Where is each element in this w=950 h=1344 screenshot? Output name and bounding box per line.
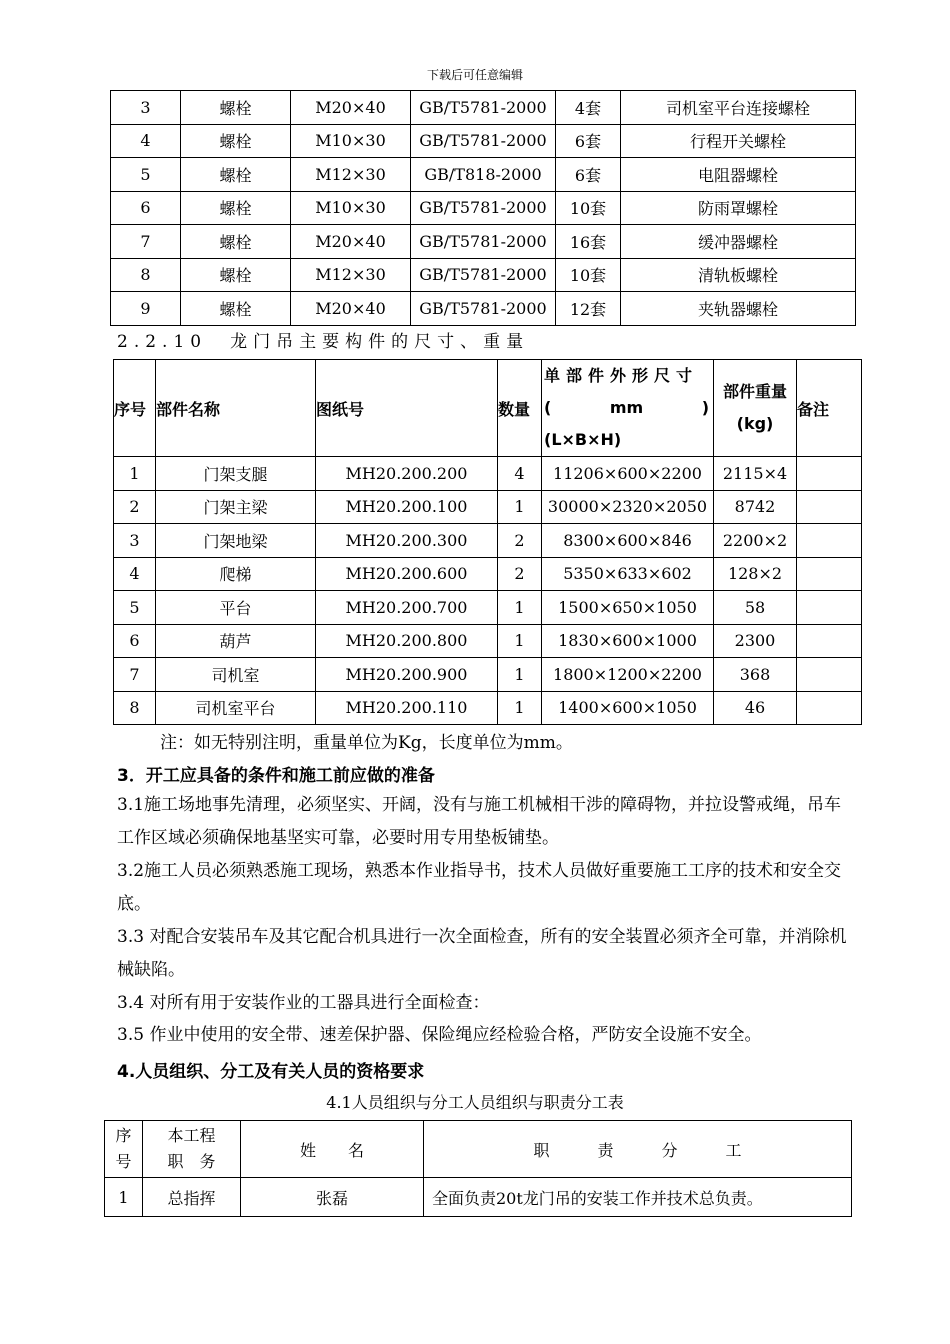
part-row [114, 658, 862, 692]
part-row-cell: 1 [498, 691, 542, 725]
staff-header-name: 姓 名 [241, 1121, 424, 1178]
weight-line2: (kg) [736, 414, 774, 433]
bolt-row-cell: 行程开关螺栓 [621, 124, 856, 158]
bolt-row-cell: GB/T5781-2000 [411, 225, 556, 259]
bolt-row [111, 292, 856, 326]
parts-table [113, 359, 862, 725]
part-row-cell: MH20.200.110 [316, 691, 498, 725]
bolt-row-cell: 8 [111, 258, 181, 292]
bolt-row-cell: 螺栓 [181, 225, 291, 259]
part-row [114, 691, 862, 725]
section-3-item-5: 3.5 作业中使用的安全带、速差保护器、保险绳应经检验合格，严防安全设施不安全。 [117, 1025, 762, 1045]
bolt-row-cell: GB/T5781-2000 [411, 91, 556, 125]
dim-paren-left: ( [544, 398, 552, 417]
staff-table [104, 1120, 852, 1217]
part-row-cell [797, 524, 862, 558]
part-row-cell: 2200×2 [714, 524, 797, 558]
part-row-cell: 4 [498, 457, 542, 491]
staff-row-cell: 张磊 [241, 1178, 424, 1217]
bolt-row-cell: 螺栓 [181, 124, 291, 158]
dim-line2 [544, 392, 713, 424]
part-row-cell: 4 [114, 557, 156, 591]
bolt-row-cell: M10×30 [291, 124, 411, 158]
part-row [114, 457, 862, 491]
bolt-row-cell: 清轨板螺栓 [621, 258, 856, 292]
staff-row-cell: 总指挥 [143, 1178, 241, 1217]
bolt-row-cell: M20×40 [291, 292, 411, 326]
part-row-cell: MH20.200.100 [316, 490, 498, 524]
bolt-row-cell: 夹轨器螺栓 [621, 292, 856, 326]
part-row [114, 524, 862, 558]
staff-table-header [105, 1121, 852, 1178]
part-row-cell [797, 591, 862, 625]
part-row [114, 557, 862, 591]
part-row-cell: 5 [114, 591, 156, 625]
bolt-row-cell: 防雨罩螺栓 [621, 191, 856, 225]
bolt-row-cell: 司机室平台连接螺栓 [621, 91, 856, 125]
part-row-cell: 1830×600×1000 [542, 624, 714, 658]
header-remark: 备注 [797, 360, 862, 457]
dim-line1: 单部件外形尺寸 [544, 366, 699, 385]
header-weight [714, 360, 797, 457]
dim-line3: (L×B×H) [544, 430, 622, 449]
part-row-cell: 58 [714, 591, 797, 625]
staff-header-role [143, 1121, 241, 1178]
bolt-row-cell: 10套 [556, 191, 621, 225]
staff-header-role-2: 职 务 [167, 1152, 216, 1171]
bolt-row-cell: GB/T5781-2000 [411, 292, 556, 326]
bolt-row-cell: 16套 [556, 225, 621, 259]
part-row-cell: 2115×4 [714, 457, 797, 491]
part-row [114, 624, 862, 658]
dim-paren-right: ) [701, 398, 709, 417]
bolt-row-cell: M12×30 [291, 258, 411, 292]
section-3-item-4: 3.4 对所有用于安装作业的工器具进行全面检查： [117, 993, 490, 1013]
part-row-cell: 司机室 [156, 658, 316, 692]
part-row-cell: 司机室平台 [156, 691, 316, 725]
section-3-item-1: 3.1施工场地事先清理，必须坚实、开阔，没有与施工机械相干涉的障碍物，并拉设警戒绳，吊车工作区域必须确保地基坚实可靠，必要时用专用垫板铺垫。 [117, 795, 842, 848]
part-row-cell: 2300 [714, 624, 797, 658]
staff-row-cell: 1 [105, 1178, 143, 1217]
bolt-row-cell: M10×30 [291, 191, 411, 225]
part-row-cell: 1 [498, 658, 542, 692]
header-qty: 数量 [498, 360, 542, 457]
part-row-cell: 5350×633×602 [542, 557, 714, 591]
bolt-row-cell: 螺栓 [181, 158, 291, 192]
part-row-cell: 1 [498, 490, 542, 524]
bolt-row-cell: 5 [111, 158, 181, 192]
part-row-cell: 30000×2320×2050 [542, 490, 714, 524]
staff-header-duty: 职 责 分 工 [424, 1121, 852, 1178]
unit-note: 注：如无特别注明，重量单位为Kg，长度单位为mm。 [160, 733, 573, 753]
part-row-cell: 8 [114, 691, 156, 725]
bolt-row-cell: M20×40 [291, 225, 411, 259]
section-4-title: 4.人员组织、分工及有关人员的资格要求 [117, 1062, 425, 1082]
part-row-cell: 平台 [156, 591, 316, 625]
part-row-cell: 8742 [714, 490, 797, 524]
bolt-row [111, 258, 856, 292]
section-3-item-2: 3.2施工人员必须熟悉施工现场，熟悉本作业指导书，技术人员做好重要施工工序的技术和安全交底。 [117, 861, 842, 914]
dim-unit: mm [609, 398, 644, 417]
bolt-row-cell: 12套 [556, 292, 621, 326]
bolt-row-cell: 9 [111, 292, 181, 326]
bolt-row-cell: 螺栓 [181, 258, 291, 292]
bolt-row-cell: 螺栓 [181, 91, 291, 125]
part-row-cell [797, 624, 862, 658]
staff-header-role-1: 本工程 [167, 1126, 216, 1145]
part-row-cell: 368 [714, 658, 797, 692]
part-row-cell: 7 [114, 658, 156, 692]
part-row-cell: MH20.200.300 [316, 524, 498, 558]
part-row-cell: 1 [114, 457, 156, 491]
bolt-row [111, 225, 856, 259]
part-row-cell: 3 [114, 524, 156, 558]
bolt-row-cell: 螺栓 [181, 292, 291, 326]
header-note: 下载后可任意编辑 [426, 68, 523, 82]
header-drawing: 图纸号 [316, 360, 498, 457]
part-row-cell: 爬梯 [156, 557, 316, 591]
part-row [114, 591, 862, 625]
part-row-cell: 1500×650×1050 [542, 591, 714, 625]
staff-header-no-2: 号 [115, 1152, 132, 1171]
part-row-cell: 11206×600×2200 [542, 457, 714, 491]
section-2-2-10-heading: 2.2.10 龙门吊主要构件的尺寸、重量 [117, 332, 530, 352]
bolts-table [110, 90, 856, 326]
bolt-row-cell: 螺栓 [181, 191, 291, 225]
part-row-cell: 46 [714, 691, 797, 725]
part-row-cell [797, 691, 862, 725]
part-row-cell [797, 557, 862, 591]
bolt-row-cell: GB/T5781-2000 [411, 124, 556, 158]
bolt-row-cell: 4套 [556, 91, 621, 125]
part-row-cell [797, 658, 862, 692]
header-dimensions [542, 360, 714, 457]
bolt-row-cell: 6套 [556, 124, 621, 158]
part-row-cell: 128×2 [714, 557, 797, 591]
weight-line1: 部件重量 [722, 382, 787, 401]
part-row-cell: 8300×600×846 [542, 524, 714, 558]
bolt-row-cell: GB/T5781-2000 [411, 258, 556, 292]
part-row-cell: 1 [498, 591, 542, 625]
header-no: 序号 [114, 360, 156, 457]
part-row-cell: MH20.200.600 [316, 557, 498, 591]
parts-table-header [114, 360, 862, 457]
part-row-cell: 门架主梁 [156, 490, 316, 524]
part-row-cell: 2 [498, 524, 542, 558]
staff-table-caption: 4.1人员组织与分工人员组织与职责分工表 [326, 1093, 624, 1112]
bolt-row-cell: 缓冲器螺栓 [621, 225, 856, 259]
bolt-row-cell: 4 [111, 124, 181, 158]
bolt-row [111, 191, 856, 225]
part-row-cell: 2 [498, 557, 542, 591]
bolt-row-cell: GB/T818-2000 [411, 158, 556, 192]
part-row-cell: 1800×1200×2200 [542, 658, 714, 692]
bolt-row [111, 124, 856, 158]
bolt-row-cell: 7 [111, 225, 181, 259]
section-3-item-3: 3.3 对配合安装吊车及其它配合机具进行一次全面检查，所有的安全装置必须齐全可靠，并消除机械缺陷。 [117, 927, 847, 980]
part-row-cell: MH20.200.900 [316, 658, 498, 692]
part-row-cell: 门架地梁 [156, 524, 316, 558]
bolt-row-cell: 10套 [556, 258, 621, 292]
bolt-row [111, 158, 856, 192]
header-name: 部件名称 [156, 360, 316, 457]
part-row-cell: 葫芦 [156, 624, 316, 658]
bolt-row-cell: M20×40 [291, 91, 411, 125]
part-row-cell [797, 490, 862, 524]
part-row-cell: 门架支腿 [156, 457, 316, 491]
part-row-cell: 1 [498, 624, 542, 658]
staff-row-cell: 全面负责20t龙门吊的安装工作并技术总负责。 [424, 1178, 852, 1217]
staff-row [105, 1178, 852, 1217]
bolt-row [111, 91, 856, 125]
part-row-cell: MH20.200.800 [316, 624, 498, 658]
bolt-row-cell: 6套 [556, 158, 621, 192]
part-row-cell: 2 [114, 490, 156, 524]
bolt-row-cell: 3 [111, 91, 181, 125]
bolt-row-cell: M12×30 [291, 158, 411, 192]
part-row [114, 490, 862, 524]
part-row-cell [797, 457, 862, 491]
bolt-row-cell: 6 [111, 191, 181, 225]
staff-header-no [105, 1121, 143, 1178]
part-row-cell: 6 [114, 624, 156, 658]
part-row-cell: MH20.200.700 [316, 591, 498, 625]
part-row-cell: MH20.200.200 [316, 457, 498, 491]
staff-header-no-1: 序 [115, 1126, 132, 1145]
part-row-cell: 1400×600×1050 [542, 691, 714, 725]
bolt-row-cell: 电阻器螺栓 [621, 158, 856, 192]
section-3-title: 3．开工应具备的条件和施工前应做的准备 [117, 766, 435, 786]
bolt-row-cell: GB/T5781-2000 [411, 191, 556, 225]
